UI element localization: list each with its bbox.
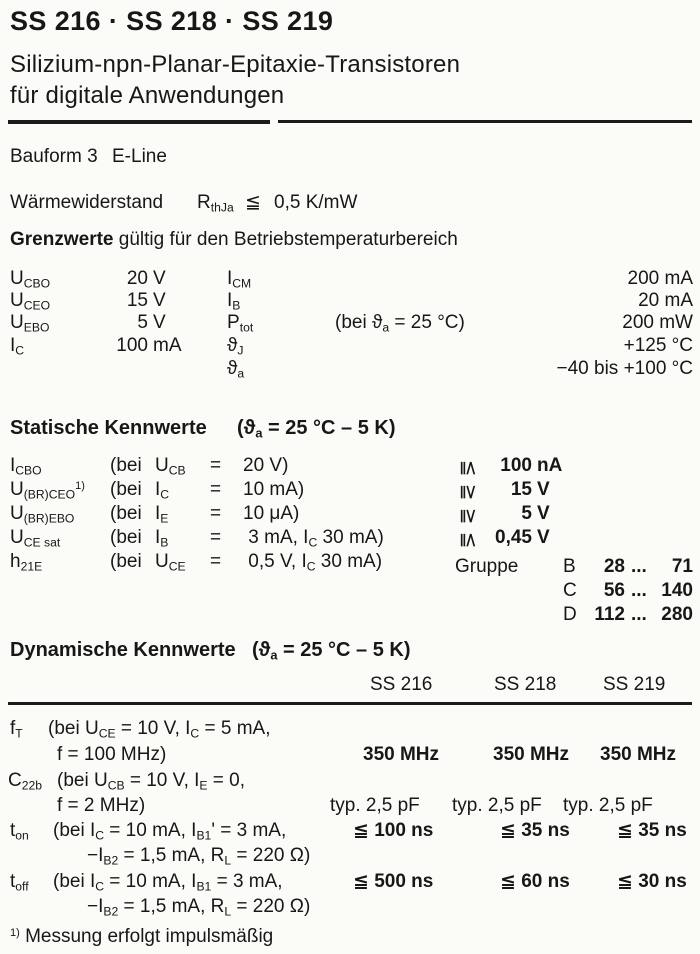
param-cond-symbol: $U_{CB}$ [155,455,186,478]
relation-symbol: ≧ [457,507,480,525]
limit-number: 100 [116,335,148,356]
value-ss219: typ. 2,5 pF [563,795,653,816]
param-cond-symbol: $I_B$ [155,527,169,550]
param-condition-line2: $-I_{B2} = 1,5$ mA, $R_L = 220$ Ω) [87,896,311,919]
param-value-number: 5 [521,503,532,524]
dynamische-heading: Dynamische Kennwerte [10,639,236,661]
header-divider-right [278,120,692,123]
limit-unit: V [153,290,166,311]
page-subtitle-line1: Silizium-npn-Planar-Epitaxie-Transistoren [10,51,461,78]
gruppe-letter: D [563,604,577,625]
param-condition-line1: (bei $I_C = 10$ mA, $I_{B1} = 3$ mA, [53,871,283,894]
limit-symbol: $I_C$ [10,335,25,358]
param-value-unit: V [537,503,550,524]
value-ss216: ≦ 100 ns [353,820,434,841]
param-name: $f_T$ [10,718,23,741]
param-condition-line1: (bei $U_{CB} = 10$ V, $I_E = 0$, [57,770,246,793]
param-value-unit: nA [537,455,563,476]
param-name: $C_{22b}$ [8,770,43,793]
param-value-unit: V [537,479,550,500]
param-name: $t_{on}$ [10,820,29,843]
gruppe-from: 28 [603,556,625,577]
limit-value-2: 200 mW [622,312,693,333]
limit-symbol: $U_{CBO}$ [10,268,51,291]
param-condition-line2: f = 2 MHz) [57,795,146,816]
param-equals: = [210,455,222,476]
gruppe-dots: ... [631,604,647,625]
param-name: $I_{CBO}$ [10,455,42,478]
param-name: $h_{21E}$ [10,551,43,574]
relation-symbol: ≦ [457,459,480,477]
column-header-ss216: SS 216 [370,674,433,695]
limit-symbol-2: $ϑ_J$ [227,335,244,358]
statische-heading-paren: ($ϑ_a = 25$ °C – 5 K) [237,417,396,441]
limit-unit: mA [153,335,182,356]
limit-number: 20 [126,268,148,289]
limit-number: 5 [137,312,148,333]
grenzwerte-heading [10,229,458,250]
relation-symbol: ≦ [457,531,480,549]
param-bei: (bei [110,503,142,524]
gruppe-letter: B [563,556,576,577]
param-equals: = [210,527,222,548]
statische-heading: Statische Kennwerte [10,417,207,439]
param-bei: (bei [110,527,142,548]
bauform-label: Bauform 3 [10,146,98,167]
param-name: $U_{(BR)EBO}$ [10,503,75,526]
param-name: $U_{CE sat}$ [10,527,61,550]
page-title: SS 216 · SS 218 · SS 219 [10,6,334,36]
limit-symbol: $U_{EBO}$ [10,312,50,335]
param-bei: (bei [110,479,142,500]
gruppe-to: 71 [671,556,693,577]
grenzwerte-heading-rest: gültig für den Betriebstemperaturbereich [118,229,458,250]
value-ss216: 350 MHz [363,744,440,765]
param-equals: = [210,479,222,500]
bauform-value: E-Line [112,146,167,167]
limit-value-2: +125 °C [623,335,693,356]
header-divider-left [8,120,270,124]
thermal-resistance-label: Wärmewiderstand [10,192,164,213]
limit-condition: (bei $ϑ_a = 25$ °C) [335,312,465,335]
value-ss218: 350 MHz [493,744,570,765]
gruppe-from: 56 [603,580,625,601]
gruppe-dots: ... [631,580,647,601]
value-ss216: ≦ 500 ns [353,871,434,892]
value-ss219: 350 MHz [600,744,677,765]
value-ss218: ≦ 35 ns [500,820,570,841]
limit-value-2: −40 bis +100 °C [556,358,693,379]
column-header-ss218: SS 218 [494,674,557,695]
value-ss218: typ. 2,5 pF [452,795,542,816]
gruppe-from: 112 [594,604,625,625]
value-ss218: ≦ 60 ns [500,871,570,892]
gruppe-to: 140 [661,580,693,601]
param-cond-symbol: $I_E$ [155,503,169,526]
dynamische-heading-paren: ($ϑ_a = 25$ °C – 5 K) [252,639,411,663]
param-value-number: 15 [510,479,532,500]
value-ss219: ≦ 30 ns [617,871,687,892]
limit-symbol: $U_{CEO}$ [10,290,51,313]
limit-number: 15 [126,290,148,311]
footnote: $^{1)}$ Messung erfolgt impulsmäßig [10,926,274,947]
param-condition-line2: $-I_{B2} = 1,5$ mA, $R_L = 220$ Ω) [87,845,311,868]
gruppe-label: Gruppe [455,556,519,577]
thermal-relation-symbol: ≦ [245,192,261,213]
limit-symbol-2: $P_{tot}$ [227,312,254,335]
value-ss216: typ. 2,5 pF [330,795,420,816]
gruppe-letter: C [563,580,577,601]
param-value-number: 100 [500,455,532,476]
limit-unit: V [153,312,166,333]
param-condition-line2: f = 100 MHz) [57,744,167,765]
value-ss219: ≦ 35 ns [617,820,687,841]
thermal-resistance-symbol: $R_{thJa}$ [197,192,234,215]
gruppe-to: 280 [661,604,693,625]
param-cond-symbol: $U_{CE}$ [155,551,186,574]
relation-symbol: ≧ [457,483,480,501]
limit-symbol-2: $I_{CM}$ [227,268,252,291]
limit-value-2: 200 mA [627,268,693,289]
limit-symbol-2: $ϑ_a$ [227,358,245,381]
param-cond-rest: 10 mA) [243,479,305,500]
limit-unit: V [153,268,166,289]
grenzwerte-heading-bold: Grenzwerte [10,229,114,250]
param-bei: (bei [110,551,142,572]
param-cond-rest: 0,5 V, $I_C$ 30 mA) [243,551,383,574]
limit-symbol-2: $I_B$ [227,290,241,313]
param-bei: (bei [110,455,142,476]
limit-value-2: 20 mA [638,290,693,311]
gruppe-dots: ... [631,556,647,577]
page-subtitle-line2: für digitale Anwendungen [10,82,285,109]
column-header-ss219: SS 219 [603,674,666,695]
param-cond-symbol: $I_C$ [155,479,170,502]
param-cond-rest: 20 V) [243,455,289,476]
table-divider [8,702,692,705]
param-value-unit: V [537,527,550,548]
param-value-number: 0,45 [495,527,532,548]
thermal-resistance-value: 0,5 K/mW [274,192,358,213]
param-condition-line1: (bei $U_{CE} = 10$ V, $I_C = 5$ mA, [48,718,271,741]
param-cond-rest: 3 mA, $I_C$ 30 mA) [243,527,384,550]
param-name: $t_{off}$ [10,871,29,894]
param-equals: = [210,551,222,572]
param-equals: = [210,503,222,524]
param-condition-line1: (bei $I_C = 10$ mA, $I_{B1}' = 3$ mA, [53,820,287,843]
param-cond-rest: 10 μA) [243,503,300,524]
param-name: $U_{(BR)CEO}^{1)}$ [10,479,85,502]
